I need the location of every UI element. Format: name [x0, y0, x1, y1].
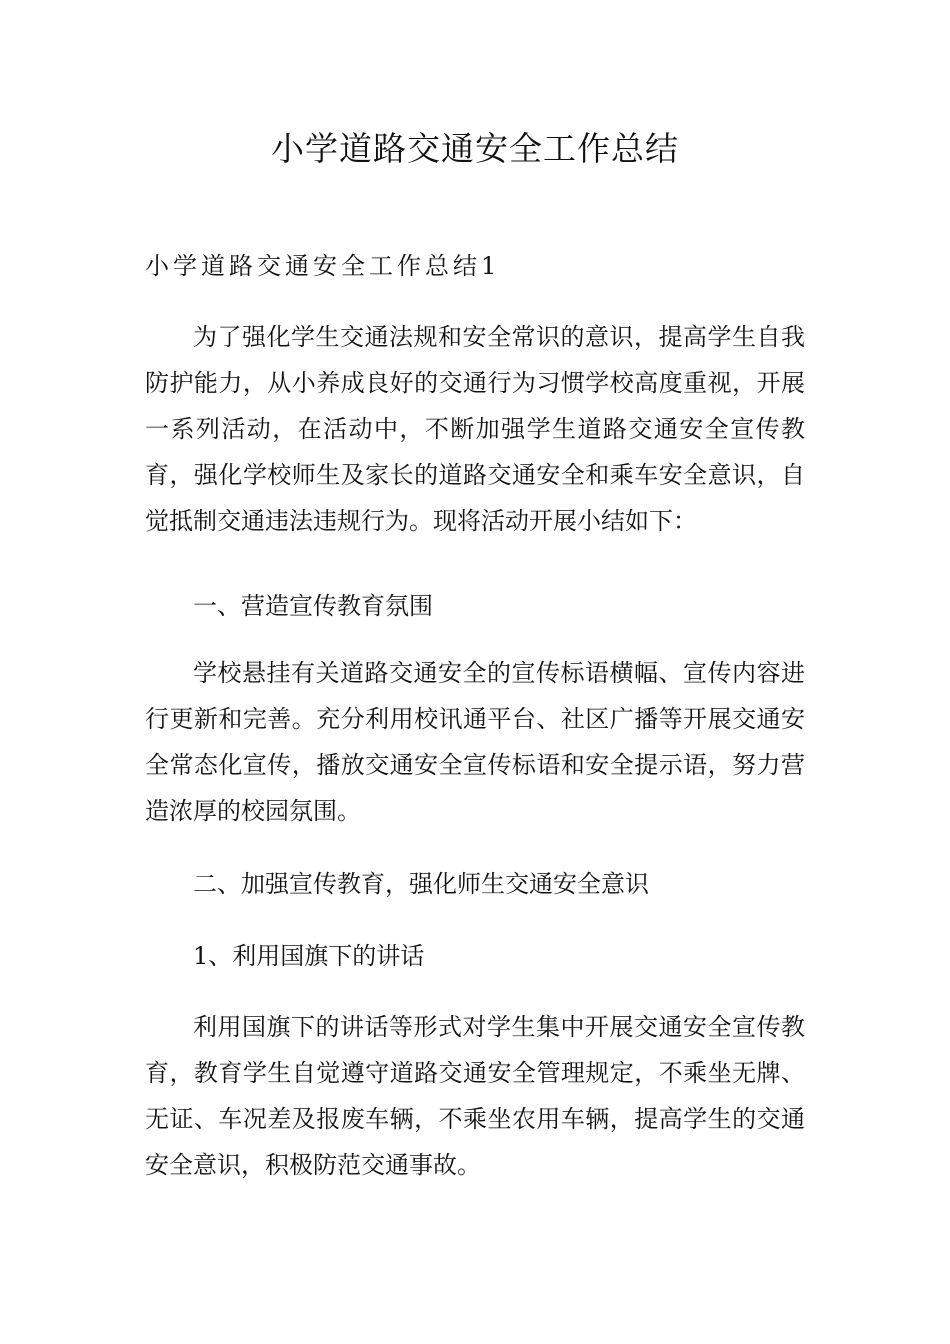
section-heading: 小学道路交通安全工作总结1: [145, 252, 501, 280]
document-title: 小学道路交通安全工作总结: [271, 129, 679, 168]
heading-atmosphere: 一、营造宣传教育氛围: [193, 592, 433, 620]
heading-education: 二、加强宣传教育，强化师生交通安全意识: [193, 870, 649, 898]
heading-flag-speech: 1、利用国旗下的讲话: [193, 942, 425, 970]
paragraph-atmosphere: 学校悬挂有关道路交通安全的宣传标语横幅、宣传内容进行更新和完善。充分利用校讯通平台、社区广播等开展交通安全常态化宣传，播放交通安全宣传标语和安全提示语，努力营造浓厚的校园氛围。: [145, 659, 805, 825]
paragraph-flag-speech: 利用国旗下的讲话等形式对学生集中开展交通安全宣传教育，教育学生自觉遵守道路交通安全管理规定，不乘坐无牌、无证、车况差及报废车辆，不乘坐农用车辆，提高学生的交通安全意识，积极防范交通事故。: [145, 1013, 805, 1179]
paragraph-intro: 为了强化学生交通法规和安全常识的意识，提高学生自我防护能力，从小养成良好的交通行为习惯学校高度重视，开展一系列活动，在活动中，不断加强学生道路交通安全宣传教育，强化学校师生及家长的道路交通安全和乘车安全意识，自觉抵制交通违法违规行为。现将活动开展小结如下：: [145, 323, 805, 535]
